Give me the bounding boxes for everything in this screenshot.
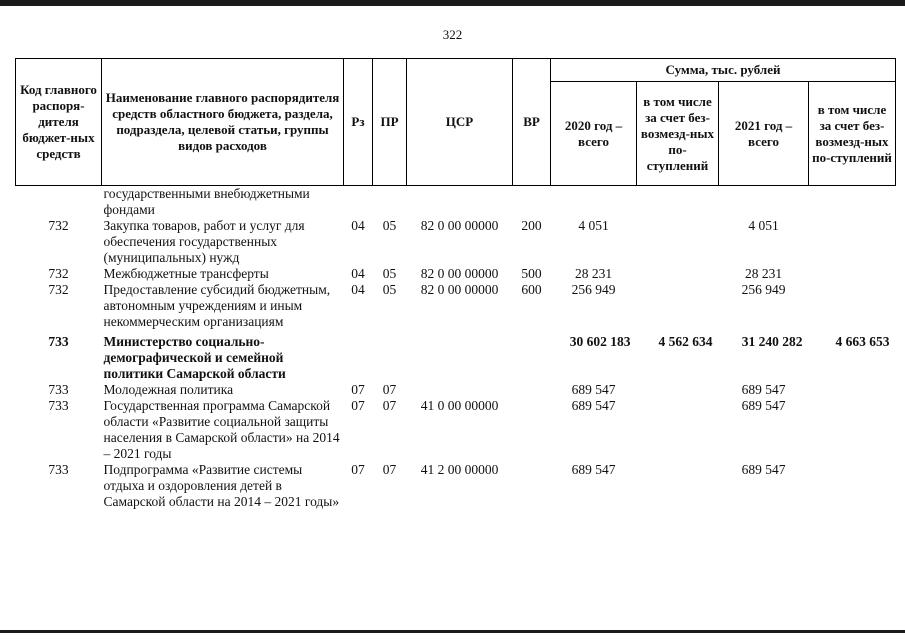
cell-vr: 600 (521, 282, 542, 297)
cell-pr: 05 (382, 266, 397, 281)
cell-rz: 07 (351, 462, 365, 477)
cell-code: 733 (48, 398, 69, 413)
table-row (16, 398, 896, 462)
cell-rz: 04 (351, 282, 365, 297)
cell-csr (407, 330, 513, 382)
cell-2020-free (637, 398, 719, 462)
header-rz: Рз (344, 59, 373, 186)
cell-2020-total (551, 186, 637, 219)
cell-2020-free (637, 382, 719, 398)
cell-2021-total: 689 547 (741, 382, 786, 397)
cell-2021-total: 31 240 282 (741, 334, 803, 349)
cell-rz (344, 330, 373, 382)
cell-pr: 05 (382, 282, 397, 297)
header-2020-total: 2020 год – всего (551, 82, 637, 186)
page-number: 322 (442, 27, 463, 42)
bottom-border-line (0, 630, 905, 633)
header-pr: ПР (373, 59, 407, 186)
cell-pr: 07 (382, 462, 397, 477)
cell-csr: 41 0 00 00000 (420, 398, 499, 413)
cell-2021-total: 4 051 (748, 218, 779, 233)
cell-2021-free (809, 266, 896, 282)
table-row (16, 218, 896, 266)
cell-rz: 07 (351, 398, 365, 413)
cell-rz: 07 (351, 382, 365, 397)
cell-2020-total: 689 547 (571, 398, 616, 413)
header-vr: ВР (513, 59, 551, 186)
cell-2021-free (809, 398, 896, 462)
cell-vr (513, 398, 551, 462)
cell-csr: 82 0 00 00000 (420, 218, 499, 233)
cell-vr (513, 186, 551, 219)
cell-2020-free (637, 186, 719, 219)
header-csr: ЦСР (407, 59, 513, 186)
cell-2020-total: 689 547 (571, 382, 616, 397)
cell-2021-total: 28 231 (744, 266, 783, 281)
cell-name: государственными внебюджетными фондами (103, 186, 310, 217)
cell-rz: 04 (351, 218, 365, 233)
cell-2021-free (809, 462, 896, 510)
cell-rz (344, 186, 373, 219)
cell-vr: 500 (521, 266, 542, 281)
cell-code: 733 (48, 382, 69, 397)
cell-rz: 04 (351, 266, 365, 281)
cell-pr (373, 330, 407, 382)
cell-pr (373, 186, 407, 219)
table-row-ministry (16, 330, 896, 382)
cell-2020-free (637, 282, 719, 330)
cell-name: Предоставление субсидий бюджетным, автономным учреждениям и иным некоммерческим организациям (103, 282, 331, 329)
cell-vr (513, 462, 551, 510)
cell-name: Молодежная политика (103, 382, 234, 397)
cell-pr: 07 (382, 382, 397, 397)
table-row (16, 382, 896, 398)
cell-code: 733 (48, 462, 69, 477)
cell-2021-total: 689 547 (741, 398, 786, 413)
header-2021-free: в том числе за счет без-возмезд-ных по-ступлений (809, 82, 896, 186)
cell-2020-total: 30 602 183 (569, 334, 631, 349)
cell-vr: 200 (521, 218, 542, 233)
header-code: Код главного распоря-дителя бюджет-ных средств (16, 59, 102, 186)
top-border-line (0, 0, 905, 6)
cell-2020-free: 4 562 634 (658, 334, 713, 349)
cell-2021-free (809, 382, 896, 398)
cell-2020-total: 689 547 (571, 462, 616, 477)
cell-2021-free (809, 218, 896, 266)
table-row (16, 266, 896, 282)
cell-pr: 05 (382, 218, 397, 233)
cell-code: 732 (48, 282, 69, 297)
table-header (16, 59, 896, 186)
cell-vr (513, 382, 551, 398)
header-2021-total: 2021 год – всего (719, 82, 809, 186)
cell-pr: 07 (382, 398, 397, 413)
cell-2020-total: 28 231 (574, 266, 613, 281)
table-body (16, 186, 896, 511)
cell-name: Подпрограмма «Развитие системы отдыха и оздоровления детей в Самарской области на 2014 – 2021 годы» (103, 462, 340, 509)
cell-name: Государственная программа Самарской области «Развитие социальной защиты населения в Самарской области» на 2014 – 2021 годы (103, 398, 340, 461)
header-2020-free: в том числе за счет без-возмезд-ных по-ступлений (637, 82, 719, 186)
cell-code (16, 186, 102, 219)
cell-2021-total (719, 186, 809, 219)
cell-2021-free (809, 186, 896, 219)
cell-2021-total: 689 547 (741, 462, 786, 477)
cell-code: 732 (48, 266, 69, 281)
cell-code: 732 (48, 218, 69, 233)
table-row (16, 186, 896, 219)
cell-2021-total: 256 949 (741, 282, 786, 297)
cell-name: Межбюджетные трансферты (103, 266, 269, 281)
cell-name: Министерство социально-демографической и семейной политики Самарской области (103, 334, 286, 381)
cell-2020-free (637, 462, 719, 510)
cell-code: 733 (48, 334, 69, 349)
header-sum: Сумма, тыс. рублей (551, 59, 896, 82)
cell-2020-total: 4 051 (578, 218, 609, 233)
cell-name: Закупка товаров, работ и услуг для обеспечения государственных (муниципальных) нужд (103, 218, 305, 265)
cell-csr: 82 0 00 00000 (420, 282, 499, 297)
cell-vr (513, 330, 551, 382)
cell-csr (407, 382, 513, 398)
header-name: Наименование главного распорядителя средств областного бюджета, раздела, подраздела, целевой статьи, группы видов расходов (102, 59, 344, 186)
cell-csr: 41 2 00 00000 (420, 462, 499, 477)
cell-2020-total: 256 949 (571, 282, 616, 297)
cell-2020-free (637, 218, 719, 266)
cell-2021-free (809, 282, 896, 330)
cell-2021-free: 4 663 653 (835, 334, 890, 349)
cell-2020-free (637, 266, 719, 282)
budget-table (15, 58, 896, 510)
table-row (16, 462, 896, 510)
table-row (16, 282, 896, 330)
cell-csr: 82 0 00 00000 (420, 266, 499, 281)
cell-csr (407, 186, 513, 219)
